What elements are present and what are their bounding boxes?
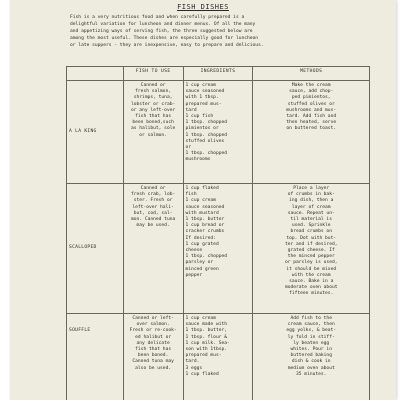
cell-line: 3 eggs (185, 365, 203, 371)
cell-line: over salmon. (136, 322, 170, 328)
cell-line: whites. Pour in (290, 347, 332, 353)
table-row (67, 81, 370, 184)
cell-line: ing dish, then a (289, 198, 334, 204)
recipe-page (10, 0, 396, 400)
cell-line: fresh salmon, (135, 89, 172, 95)
cell-line: sauce, add chop- (289, 89, 334, 95)
cell-line: til material is (290, 217, 332, 223)
cell-line: Make the cream (291, 83, 331, 88)
cell-line: ped pimientos, (291, 95, 331, 101)
cell-line: top. Dot with but- (286, 235, 337, 241)
cell-line: tard (185, 107, 197, 113)
cell-line: pimientos or (185, 126, 219, 132)
cell-line: as halibut, sole (130, 126, 176, 132)
header-fish-to-use: FISH TO USE (123, 67, 183, 81)
cell-line: also be used. (135, 365, 172, 371)
intro-line: and appetizing ways of serving fish, the three suggested below are (70, 29, 253, 34)
cell-line: 1 cup cream (185, 83, 216, 88)
cell-line: tard. (185, 359, 200, 365)
cell-line: it should be mixed (286, 266, 337, 272)
cell-line: mushrooms and mus- (286, 107, 337, 113)
dish-name: A LA KING (67, 81, 124, 184)
cell-line: medium oven about (287, 365, 335, 371)
cell-line: 35 minutes. (296, 371, 327, 377)
cell-line: on buttered toast. (286, 126, 337, 132)
cell-line: 1 cup flaked (185, 371, 219, 377)
cell-line: 1 cup flaked (185, 186, 219, 191)
recipe-table (66, 66, 370, 400)
cell-line: ly beaten egg (293, 340, 330, 346)
ingredients-cell (183, 314, 253, 400)
cell-line: used. Sprinkle (291, 223, 331, 229)
cell-line: 1 cup fish (185, 114, 214, 120)
cell-line: 1 cup grated (185, 241, 219, 247)
cell-line: sauce. Bake in a (289, 279, 334, 285)
cell-line: fish (185, 192, 197, 198)
cell-line: 1 cup cream (185, 316, 216, 321)
cell-line: with 1 tbsp. (185, 95, 219, 101)
cell-line: fish that has (135, 347, 172, 353)
cell-line: sauce. Repeat un- (287, 210, 335, 216)
cell-line: 1 tbsp. chopped (185, 254, 228, 260)
cell-line: or any left-over (130, 107, 176, 113)
table-row (67, 184, 370, 314)
cell-line: Canned or (140, 186, 166, 191)
cell-line: sauce made with (185, 322, 228, 328)
cell-line: Canned or left- (132, 316, 174, 321)
cell-line: 1 cup cream (185, 198, 216, 204)
intro-line: or late suppers - they are inexpensive, easy to prepare and delicious. (70, 43, 264, 48)
cell-line: layer of cream (291, 204, 331, 210)
cell-line: ster. Fresh or (133, 198, 173, 204)
cell-line: any delicate (136, 340, 170, 346)
cell-line: stuffed olives (185, 138, 225, 144)
cell-line: 1 cup milk. Sea- (185, 340, 230, 346)
cell-line: Add fish to the (290, 316, 332, 321)
fish-to-use-cell (123, 314, 183, 400)
cell-line: mushrooms (185, 157, 211, 163)
cell-line: cracker crumbs (185, 229, 225, 235)
cell-line: 1 tbsp. butter, (185, 328, 228, 334)
methods-cell (253, 184, 370, 314)
intro-line: delightful variation for luncheon and dinner menus. Of all the many (70, 22, 256, 27)
cell-line: but, cod, sal- (133, 210, 173, 216)
cell-line: cheese (185, 248, 203, 254)
dish-name: SCALLOPED (67, 184, 124, 314)
cell-line: lobster or crab- (130, 101, 176, 107)
cell-line: of crumbs in bak- (287, 192, 335, 198)
header-ingredients: INGREDIENTS (183, 67, 253, 81)
cell-line: 1 tbsp. chopped (185, 132, 228, 138)
cell-line: with the cream (291, 272, 331, 278)
fish-to-use-cell (123, 81, 183, 184)
methods-cell (253, 314, 370, 400)
cell-line: tard. Add fish and (286, 114, 337, 120)
cell-line: 1 tbsp. chopped (185, 120, 228, 126)
cell-line: stuffed olives or (287, 101, 335, 107)
cell-line: sauce seasoned (185, 204, 225, 210)
cell-line: pepper (185, 272, 203, 278)
cell-line: cream sauce, then (287, 322, 335, 328)
cell-line: minced green (185, 266, 219, 272)
cell-line: moderate oven about (284, 285, 338, 291)
cell-line: son with 1tbsp. (185, 347, 228, 353)
page-title: FISH DISHES (177, 3, 229, 11)
cell-line: with mustard (185, 210, 219, 216)
fish-to-use-cell (123, 184, 183, 314)
cell-line: Fresh or re-cook- (129, 328, 177, 334)
cell-line: fresh crab, lob- (130, 192, 176, 198)
cell-line: dish & cook in (291, 359, 331, 365)
intro-line: among the most useful. These dishes are especially good for luncheon (70, 36, 259, 41)
table-header-row (67, 67, 370, 81)
cell-line: If desired: (185, 235, 216, 241)
intro-line: Fish is a very nutritious food and when carefully prepared is a (70, 15, 245, 20)
cell-line: 1 tbsp. butter (185, 217, 225, 223)
table-row (67, 314, 370, 400)
cell-line: bread crumbs on (290, 229, 332, 235)
dish-name: SOUFFLE (67, 314, 124, 400)
ingredients-cell (183, 184, 253, 314)
cell-line: ed halibut or (135, 334, 172, 340)
cell-line: sauce seasoned (185, 89, 225, 95)
cell-line: grated cheese. If (287, 248, 335, 254)
cell-line: left-over hali- (132, 204, 174, 210)
recipe-table-body (67, 81, 370, 400)
header-dish (67, 67, 124, 81)
cell-line: Place a layer (293, 186, 330, 191)
cell-line: been boned. (137, 353, 169, 359)
cell-line: Canned tuna may (132, 359, 174, 365)
cell-line: 1 tbsp. flour & (185, 334, 228, 340)
cell-line: buttered baking (290, 353, 332, 359)
cell-line: or (185, 145, 192, 151)
cell-line: shrimps, tuna, (133, 95, 173, 101)
cell-line: parsley or (185, 260, 214, 266)
cell-line: Canned or (140, 83, 166, 88)
cell-line: the minced pepper (287, 254, 335, 260)
cell-line: prepared mus- (185, 101, 222, 107)
cell-line: may be used. (136, 223, 170, 229)
cell-line: fish that has (135, 114, 172, 120)
cell-line: ly fold in stiff- (287, 334, 335, 340)
cell-line: egg yolks, & beat- (286, 328, 337, 334)
cell-line: 1 tbsp. chopped (185, 151, 228, 157)
cell-line: prepared mus- (185, 353, 222, 359)
cell-line: ter and if desired, (284, 241, 338, 247)
methods-cell (253, 81, 370, 184)
cell-line: or parsley is used, (284, 260, 338, 266)
cell-line: then heated, serve (286, 120, 337, 126)
cell-line: fifteen minutes. (289, 291, 334, 297)
cell-line: 1 cup bread or (185, 223, 225, 229)
ingredients-cell (183, 81, 253, 184)
cell-line: mon. Canned tuna (130, 217, 176, 223)
intro-paragraph (70, 14, 370, 49)
cell-line: been boned,such (132, 120, 174, 126)
cell-line: or salmon. (139, 132, 167, 138)
header-methods: METHODS (253, 67, 370, 81)
